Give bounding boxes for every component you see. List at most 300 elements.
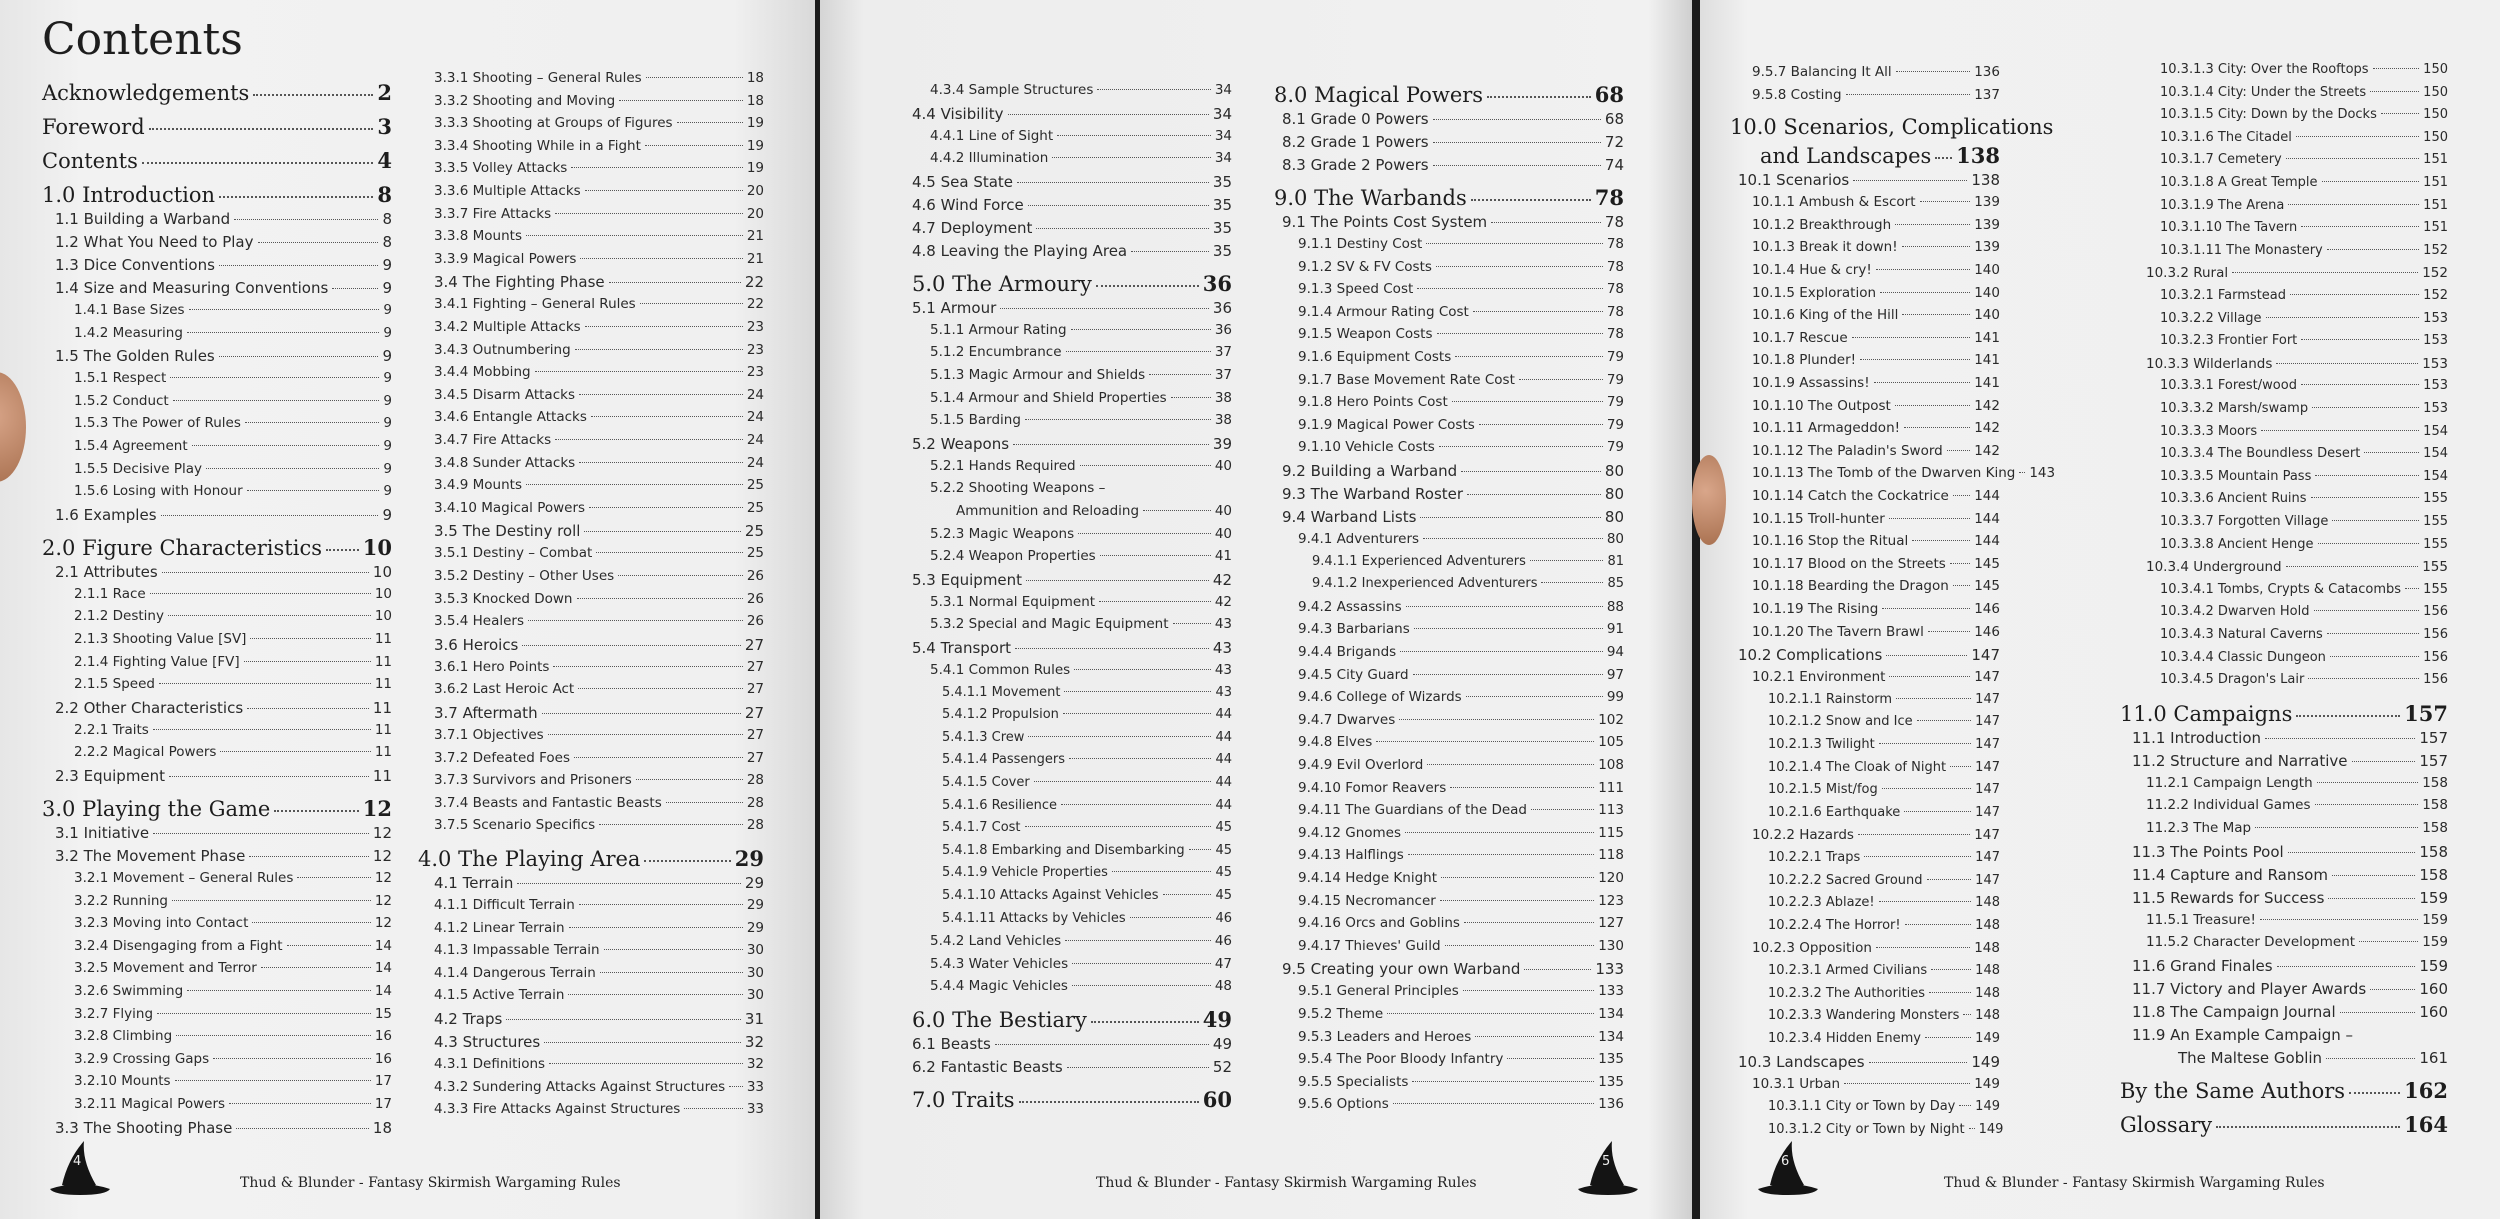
- toc-entry: [1298, 667, 1624, 683]
- toc-page-number: 24: [746, 432, 764, 448]
- toc-page-number: 12: [374, 915, 392, 932]
- toc-entry-title: 3.7.4 Beasts and Fantastic Beasts: [434, 794, 662, 811]
- toc-entry: [930, 594, 1232, 610]
- dot-leader: [555, 439, 743, 440]
- dot-leader: [1163, 894, 1212, 895]
- toc-entry: [1752, 443, 2000, 459]
- dot-leader: [1925, 1037, 1971, 1038]
- toc-entry-title: Acknowledgements: [42, 81, 250, 105]
- dot-leader: [187, 990, 371, 991]
- dot-leader: [1436, 266, 1603, 267]
- toc-entry-title: 10.1.2 Breakthrough: [1752, 216, 1892, 233]
- toc-entry: [930, 412, 1232, 428]
- toc-entry-title: 5.1.5 Barding: [930, 412, 1021, 429]
- toc-entry-title: 11.1 Introduction: [2132, 728, 2262, 747]
- dot-leader: [1130, 917, 1212, 918]
- toc-chapter-entry: [912, 1087, 1232, 1112]
- dot-leader: [2296, 136, 2419, 137]
- dot-leader: [555, 213, 743, 214]
- dot-leader: [1874, 382, 1971, 383]
- dot-leader: [253, 94, 373, 96]
- toc-page-number: 160: [2419, 979, 2448, 998]
- toc-entry: [434, 568, 764, 584]
- toc-page-number: 10: [374, 585, 392, 602]
- toc-entry-title: 10.2.3 Opposition: [1752, 940, 1872, 957]
- toc-page-number: 11: [374, 744, 392, 761]
- toc-entry-title: 11.2.2 Individual Games: [2146, 797, 2311, 814]
- toc-entry: [55, 506, 392, 524]
- toc-entry-title: 10.2.2.2 Sacred Ground: [1768, 872, 1923, 888]
- dot-leader: [2276, 363, 2418, 364]
- toc-page-number: 153: [2423, 333, 2448, 349]
- toc-page-number: 34: [1214, 150, 1232, 167]
- toc-entry: [434, 704, 764, 722]
- toc-entry: [1752, 87, 2000, 103]
- toc-entry-title: 5.2.4 Weapon Properties: [930, 548, 1096, 565]
- dot-leader: [219, 356, 379, 357]
- toc-page-number: 158: [2422, 797, 2448, 814]
- toc-entry-title: Ammunition and Reloading: [956, 503, 1140, 519]
- toc-entry: [2132, 1026, 2448, 1044]
- toc-page-number: 44: [1215, 775, 1232, 790]
- toc-page-number: 9: [383, 324, 392, 341]
- toc-entry: [1752, 488, 2000, 504]
- toc-page-number: 91: [1606, 621, 1624, 638]
- toc-page-number: 35: [1212, 172, 1232, 191]
- toc-entry-title: 3.5.2 Destiny – Other Uses: [434, 568, 615, 584]
- toc-entry: [74, 302, 392, 318]
- toc-entry-title: 3.3.9 Magical Powers: [434, 250, 577, 267]
- toc-entry-title: 3.5.4 Healers: [434, 613, 525, 630]
- toc-entry: [1298, 349, 1624, 365]
- toc-entry-title: 3.2.7 Flying: [74, 1005, 154, 1022]
- toc-entry-title: 10.2.3.2 The Authorities: [1768, 985, 1926, 1001]
- dot-leader: [1876, 947, 1970, 948]
- dot-leader: [618, 575, 743, 576]
- toc-entry: [434, 522, 764, 540]
- dot-leader: [1889, 518, 1970, 519]
- toc-entry-title: By the Same Authors: [2120, 1078, 2346, 1103]
- toc-entry: [1768, 963, 2000, 978]
- toc-page-number: 149: [1975, 1030, 2000, 1046]
- dot-leader: [1420, 517, 1601, 518]
- toc-page-number: 79: [1606, 371, 1624, 388]
- toc-entry: [74, 1006, 392, 1022]
- toc-entry-title: 3.4.9 Mounts: [434, 477, 522, 494]
- toc-page-number: 154: [2423, 423, 2448, 439]
- toc-entry: [2132, 866, 2448, 884]
- toc-page-number: 24: [746, 386, 764, 403]
- dot-leader: [1953, 585, 1970, 586]
- toc-entry: [1752, 398, 2000, 414]
- toc-entry: [930, 82, 1232, 98]
- toc-page-number: 154: [2423, 468, 2448, 484]
- toc-entry: [55, 824, 392, 842]
- toc-entry: [434, 251, 764, 267]
- dot-leader: [219, 196, 373, 198]
- toc-entry: [74, 586, 392, 602]
- toc-entry-title: 10.3.4.3 Natural Caverns: [2160, 627, 2323, 642]
- dot-leader: [2261, 430, 2419, 431]
- toc-entry-title: 1.6 Examples: [55, 505, 157, 524]
- toc-page-number: 144: [1974, 533, 2000, 550]
- dot-leader: [526, 484, 743, 485]
- dot-leader: [2340, 1012, 2416, 1013]
- dot-leader: [1025, 826, 1212, 827]
- dot-leader: [1931, 969, 1971, 970]
- toc-entry: [930, 367, 1232, 383]
- toc-entry: [930, 526, 1232, 542]
- toc-entry-title: 9.5.2 Theme: [1298, 1006, 1384, 1022]
- toc-page-number: 147: [1975, 782, 2000, 798]
- toc-page-number: 29: [734, 846, 764, 871]
- toc-page-number: 153: [2422, 355, 2448, 372]
- dot-leader: [2277, 966, 2416, 967]
- toc-page-number: 37: [1214, 344, 1232, 361]
- dot-leader: [247, 490, 380, 491]
- dot-leader: [1057, 135, 1211, 136]
- dot-leader: [1417, 288, 1603, 289]
- toc-entry: [2160, 288, 2448, 303]
- dot-leader: [1069, 758, 1211, 759]
- toc-entry-title: 3.6 Heroics: [434, 635, 519, 654]
- toc-entry: [1752, 1076, 2000, 1092]
- toc-page-number: 44: [1215, 752, 1232, 768]
- dot-leader: [1467, 494, 1601, 495]
- toc-page-number: 141: [1974, 375, 2000, 391]
- dot-leader: [1099, 601, 1211, 602]
- toc-chapter-entry: [2120, 701, 2448, 726]
- dot-leader: [1947, 450, 1971, 451]
- toc-page-number: 11: [372, 698, 392, 717]
- toc-entry: [942, 820, 1232, 835]
- toc-entry: [2160, 378, 2448, 393]
- toc-page-number: 159: [2422, 934, 2448, 951]
- toc-page-number: 25: [746, 545, 764, 562]
- toc-entry-title: 10.3.1 Urban: [1752, 1076, 1841, 1093]
- toc-entry: [434, 432, 764, 448]
- dot-leader: [2332, 520, 2419, 521]
- toc-entry-title: 10.1.19 The Rising: [1752, 601, 1879, 617]
- toc-entry: [1298, 326, 1624, 342]
- toc-entry-title: 10.0 Scenarios, Complications: [1730, 115, 2054, 140]
- toc-entry-title: 10.2.1.4 The Cloak of Night: [1768, 759, 1947, 775]
- dot-leader: [247, 708, 369, 709]
- toc-entry-title: 3.2.11 Magical Powers: [74, 1096, 226, 1112]
- dot-leader: [2330, 656, 2419, 657]
- toc-entry: [74, 915, 392, 931]
- toc-entry-title: 1.5.6 Losing with Honour: [74, 483, 243, 500]
- toc-entry-title: 1.1 Building a Warband: [55, 210, 231, 228]
- toc-entry-title: 10.2.1.1 Rainstorm: [1768, 691, 1893, 707]
- toc-entry-title: 11.8 The Campaign Journal: [2132, 1002, 2336, 1021]
- toc-page-number: 85: [1607, 576, 1624, 592]
- toc-entry-title: 10.3.4.1 Tombs, Crypts & Catacombs: [2160, 581, 2402, 597]
- toc-page-number: 10: [374, 608, 392, 625]
- toc-entry-title: 9.4.12 Gnomes: [1298, 824, 1401, 841]
- toc-page-number: 9: [383, 438, 392, 454]
- dot-leader: [1067, 1067, 1209, 1068]
- toc-entry: [1282, 156, 1624, 174]
- toc-page-number: 9: [383, 483, 392, 500]
- page-title: Contents: [42, 14, 243, 65]
- dot-leader: [2326, 1058, 2415, 1059]
- toc-entry-title: 9.1.1 Destiny Cost: [1298, 236, 1423, 252]
- book-page-5: [820, 0, 1692, 1219]
- toc-entry: [1298, 1074, 1624, 1090]
- toc-entry: [2146, 559, 2448, 575]
- toc-entry-title: 10.1.16 Stop the Ritual: [1752, 533, 1909, 550]
- dot-leader: [644, 860, 730, 862]
- dot-leader: [1876, 269, 1970, 270]
- toc-entry-title: 2.1.4 Fighting Value [FV]: [74, 653, 240, 670]
- toc-page-number: 8: [382, 210, 392, 228]
- toc-entry-title: 9.5.7 Balancing It All: [1752, 64, 1892, 80]
- toc-page-number: 68: [1604, 110, 1624, 128]
- toc-page-number: 78: [1606, 236, 1624, 252]
- page-footer: Thud & Blunder - Fantasy Skirmish Wargaming Rules: [1944, 1175, 2325, 1191]
- toc-entry: [942, 752, 1232, 767]
- dot-leader: [1519, 379, 1603, 380]
- toc-page-number: 150: [2423, 84, 2448, 100]
- toc-page-number: 11: [372, 767, 392, 785]
- toc-entry-title: 3.7 Aftermath: [434, 704, 538, 722]
- dot-leader: [1904, 427, 1970, 428]
- toc-page-number: 74: [1604, 156, 1624, 174]
- dot-leader: [2349, 1092, 2400, 1094]
- toc-entry-title: 3.2.5 Movement and Terror: [74, 960, 257, 977]
- toc-entry: [74, 393, 392, 409]
- toc-entry: [942, 888, 1232, 903]
- toc-page-number: 161: [2419, 1048, 2448, 1067]
- dot-leader: [2352, 761, 2416, 762]
- dot-leader: [542, 713, 741, 714]
- toc-page-number: 9: [383, 370, 392, 387]
- dot-leader: [506, 1019, 741, 1020]
- toc-page-number: 11: [374, 676, 392, 693]
- toc-page-number: 147: [1975, 737, 2000, 752]
- toc-entry: [912, 1058, 1232, 1076]
- dot-leader: [1882, 608, 1970, 609]
- dot-leader: [2260, 919, 2418, 920]
- toc-entry: [1752, 307, 2000, 323]
- page-number: 6: [1781, 1154, 1790, 1169]
- toc-entry-title: 3.7.5 Scenario Specifics: [434, 817, 596, 834]
- toc-entry-title: 5.1.2 Encumbrance: [930, 344, 1062, 361]
- toc-entry: [434, 1101, 764, 1117]
- toc-page-number: 34: [1214, 82, 1232, 98]
- dot-leader: [568, 994, 742, 995]
- toc-entry: [434, 387, 764, 403]
- toc-entry-title: 4.3.2 Sundering Attacks Against Structures: [434, 1078, 726, 1095]
- toc-entry: [434, 942, 764, 958]
- toc-page-number: 144: [1974, 510, 2000, 527]
- toc-page-number: 49: [1212, 1035, 1232, 1053]
- toc-page-number: 10: [372, 562, 392, 581]
- dot-leader: [297, 877, 370, 878]
- dot-leader: [1541, 582, 1603, 583]
- toc-chapter-entry: [2120, 1112, 2448, 1137]
- toc-entry-title: 1.5.1 Respect: [74, 370, 167, 387]
- dot-leader: [261, 967, 371, 968]
- toc-page-number: 18: [746, 70, 764, 86]
- dot-leader: [1530, 560, 1604, 561]
- dot-leader: [1886, 655, 1967, 656]
- toc-page-number: 159: [2419, 956, 2448, 975]
- toc-entry-title: 9.1.7 Base Movement Rate Cost: [1298, 371, 1515, 388]
- toc-entry-title: 3.2.8 Climbing: [74, 1028, 173, 1045]
- toc-page-number: 140: [1974, 307, 2000, 324]
- dot-leader: [589, 507, 743, 508]
- dot-leader: [1406, 606, 1603, 607]
- toc-entry: [1298, 644, 1624, 660]
- toc-page-number: 155: [2423, 491, 2448, 507]
- toc-entry: [74, 438, 392, 454]
- toc-entry-title: 10.1.10 The Outpost: [1752, 397, 1891, 414]
- toc-page-number: 150: [2423, 62, 2448, 77]
- toc-entry: [2160, 582, 2448, 597]
- toc-entry: [434, 296, 764, 312]
- dot-leader: [1969, 1128, 1975, 1129]
- toc-entry-title: 2.2 Other Characteristics: [55, 698, 244, 717]
- toc-entry: [74, 370, 392, 386]
- dot-leader: [729, 1086, 743, 1087]
- toc-entry: [1738, 171, 2000, 189]
- toc-page-number: 26: [746, 590, 764, 607]
- dot-leader: [995, 1044, 1209, 1045]
- toc-entry-title: 9.4.4 Brigands: [1298, 644, 1397, 660]
- toc-chapter-entry: [42, 535, 392, 560]
- dot-leader: [1400, 651, 1603, 652]
- toc-entry-title: 10.1.8 Plunder!: [1752, 352, 1857, 369]
- toc-page-number: 79: [1606, 439, 1624, 456]
- toc-entry: [1768, 782, 2000, 797]
- dot-leader: [1471, 199, 1591, 201]
- toc-page-number: 160: [2419, 1002, 2448, 1021]
- dot-leader: [2359, 941, 2418, 942]
- dot-leader: [1844, 1083, 1970, 1084]
- toc-page-number: 11: [374, 631, 392, 647]
- toc-page-number: 12: [372, 824, 392, 842]
- toc-entry-title: 4.6 Wind Force: [912, 195, 1024, 214]
- toc-entry-title: 10.3.2 Rural: [2146, 265, 2229, 282]
- toc-entry-title: 3.4.5 Disarm Attacks: [434, 386, 575, 403]
- toc-entry: [2146, 912, 2448, 928]
- toc-entry: [1298, 689, 1624, 705]
- toc-entry-title: 4.3.1 Definitions: [434, 1056, 546, 1072]
- dot-leader: [1074, 669, 1211, 670]
- toc-entry-title: 5.0 The Armoury: [912, 271, 1092, 296]
- toc-page-number: 46: [1214, 933, 1232, 950]
- toc-entry-title: 9.0 The Warbands: [1274, 186, 1467, 210]
- toc-entry-title: 2.2.1 Traits: [74, 721, 149, 738]
- toc-entry-title: 3.2.1 Movement – General Rules: [74, 870, 294, 886]
- dot-leader: [604, 949, 743, 950]
- toc-entry: [55, 847, 392, 865]
- toc-entry: [1752, 827, 2000, 843]
- dot-leader: [1853, 180, 1967, 181]
- toc-entry-title: 10.3.2.1 Farmstead: [2160, 288, 2287, 303]
- toc-entry: [2132, 980, 2448, 998]
- toc-entry: [1768, 760, 2000, 775]
- toc-entry: [2132, 752, 2448, 770]
- toc-entry-title: 1.5.5 Decisive Play: [74, 460, 203, 477]
- toc-page-number: 15: [374, 1005, 392, 1022]
- dot-leader: [1025, 419, 1211, 420]
- dot-leader: [544, 1042, 741, 1043]
- toc-entry: [74, 483, 392, 499]
- toc-entry: [912, 242, 1232, 260]
- toc-page-number: 148: [1975, 1008, 2000, 1024]
- toc-entry: [74, 608, 392, 624]
- toc-entry-title: 10.1.6 King of the Hill: [1752, 307, 1899, 324]
- toc-entry: [930, 616, 1232, 632]
- toc-entry-title: 9.4.7 Dwarves: [1298, 711, 1396, 728]
- dot-leader: [2327, 633, 2419, 634]
- dot-leader: [1097, 89, 1210, 90]
- toc-page-number: 27: [744, 704, 764, 722]
- dot-leader: [1466, 696, 1603, 697]
- toc-entry-title: 4.1.4 Dangerous Terrain: [434, 964, 596, 981]
- dot-leader: [187, 332, 380, 333]
- toc-page-number: 141: [1974, 329, 2000, 346]
- toc-entry: [1752, 511, 2000, 527]
- dot-leader: [1889, 676, 1970, 677]
- toc-entry: [434, 795, 764, 811]
- toc-entry: [1752, 375, 2000, 391]
- toc-entry: [1298, 893, 1624, 909]
- dot-leader: [585, 326, 743, 327]
- toc-entry-title: 9.1.2 SV & FV Costs: [1298, 258, 1432, 275]
- toc-page-number: 137: [1974, 86, 2000, 103]
- toc-page-number: 156: [2423, 604, 2448, 620]
- dot-leader: [1000, 308, 1209, 309]
- toc-entry: [956, 503, 1232, 519]
- dot-leader: [1463, 990, 1594, 991]
- dot-leader: [528, 620, 743, 621]
- toc-page-number: 120: [1598, 870, 1624, 886]
- toc-entry-title: 4.5 Sea State: [912, 172, 1014, 191]
- toc-entry: [434, 273, 764, 291]
- dot-leader: [220, 751, 370, 752]
- toc-entry: [942, 707, 1232, 722]
- toc-page-number: 30: [746, 942, 764, 959]
- dot-leader: [1450, 787, 1594, 788]
- dot-leader: [2265, 738, 2415, 739]
- toc-entry-title: 10.3.1.4 City: Under the Streets: [2160, 84, 2367, 100]
- toc-entry: [55, 233, 392, 251]
- dot-leader: [2311, 497, 2420, 498]
- toc-page-number: 102: [1598, 711, 1624, 728]
- toc-page-number: 34: [1214, 127, 1232, 144]
- dot-leader: [1858, 834, 1970, 835]
- toc-entry-title: 2.1.5 Speed: [74, 676, 155, 693]
- dot-leader: [1100, 555, 1211, 556]
- dot-leader: [149, 128, 374, 130]
- toc-entry-title: 5.4.1.10 Attacks Against Vehicles: [942, 888, 1159, 903]
- toc-entry: [1752, 194, 2000, 210]
- toc-entry: [1298, 757, 1624, 773]
- toc-entry: [74, 893, 392, 909]
- toc-entry: [930, 480, 1232, 496]
- dot-leader: [1071, 329, 1211, 330]
- toc-entry: [2160, 152, 2448, 167]
- toc-entry: [1298, 802, 1624, 818]
- toc-entry-title: 2.1.1 Race: [74, 585, 146, 602]
- toc-entry-title: 9.5 Creating your own Warband: [1282, 960, 1521, 979]
- toc-entry: [74, 1028, 392, 1044]
- dot-leader: [1869, 1062, 1968, 1063]
